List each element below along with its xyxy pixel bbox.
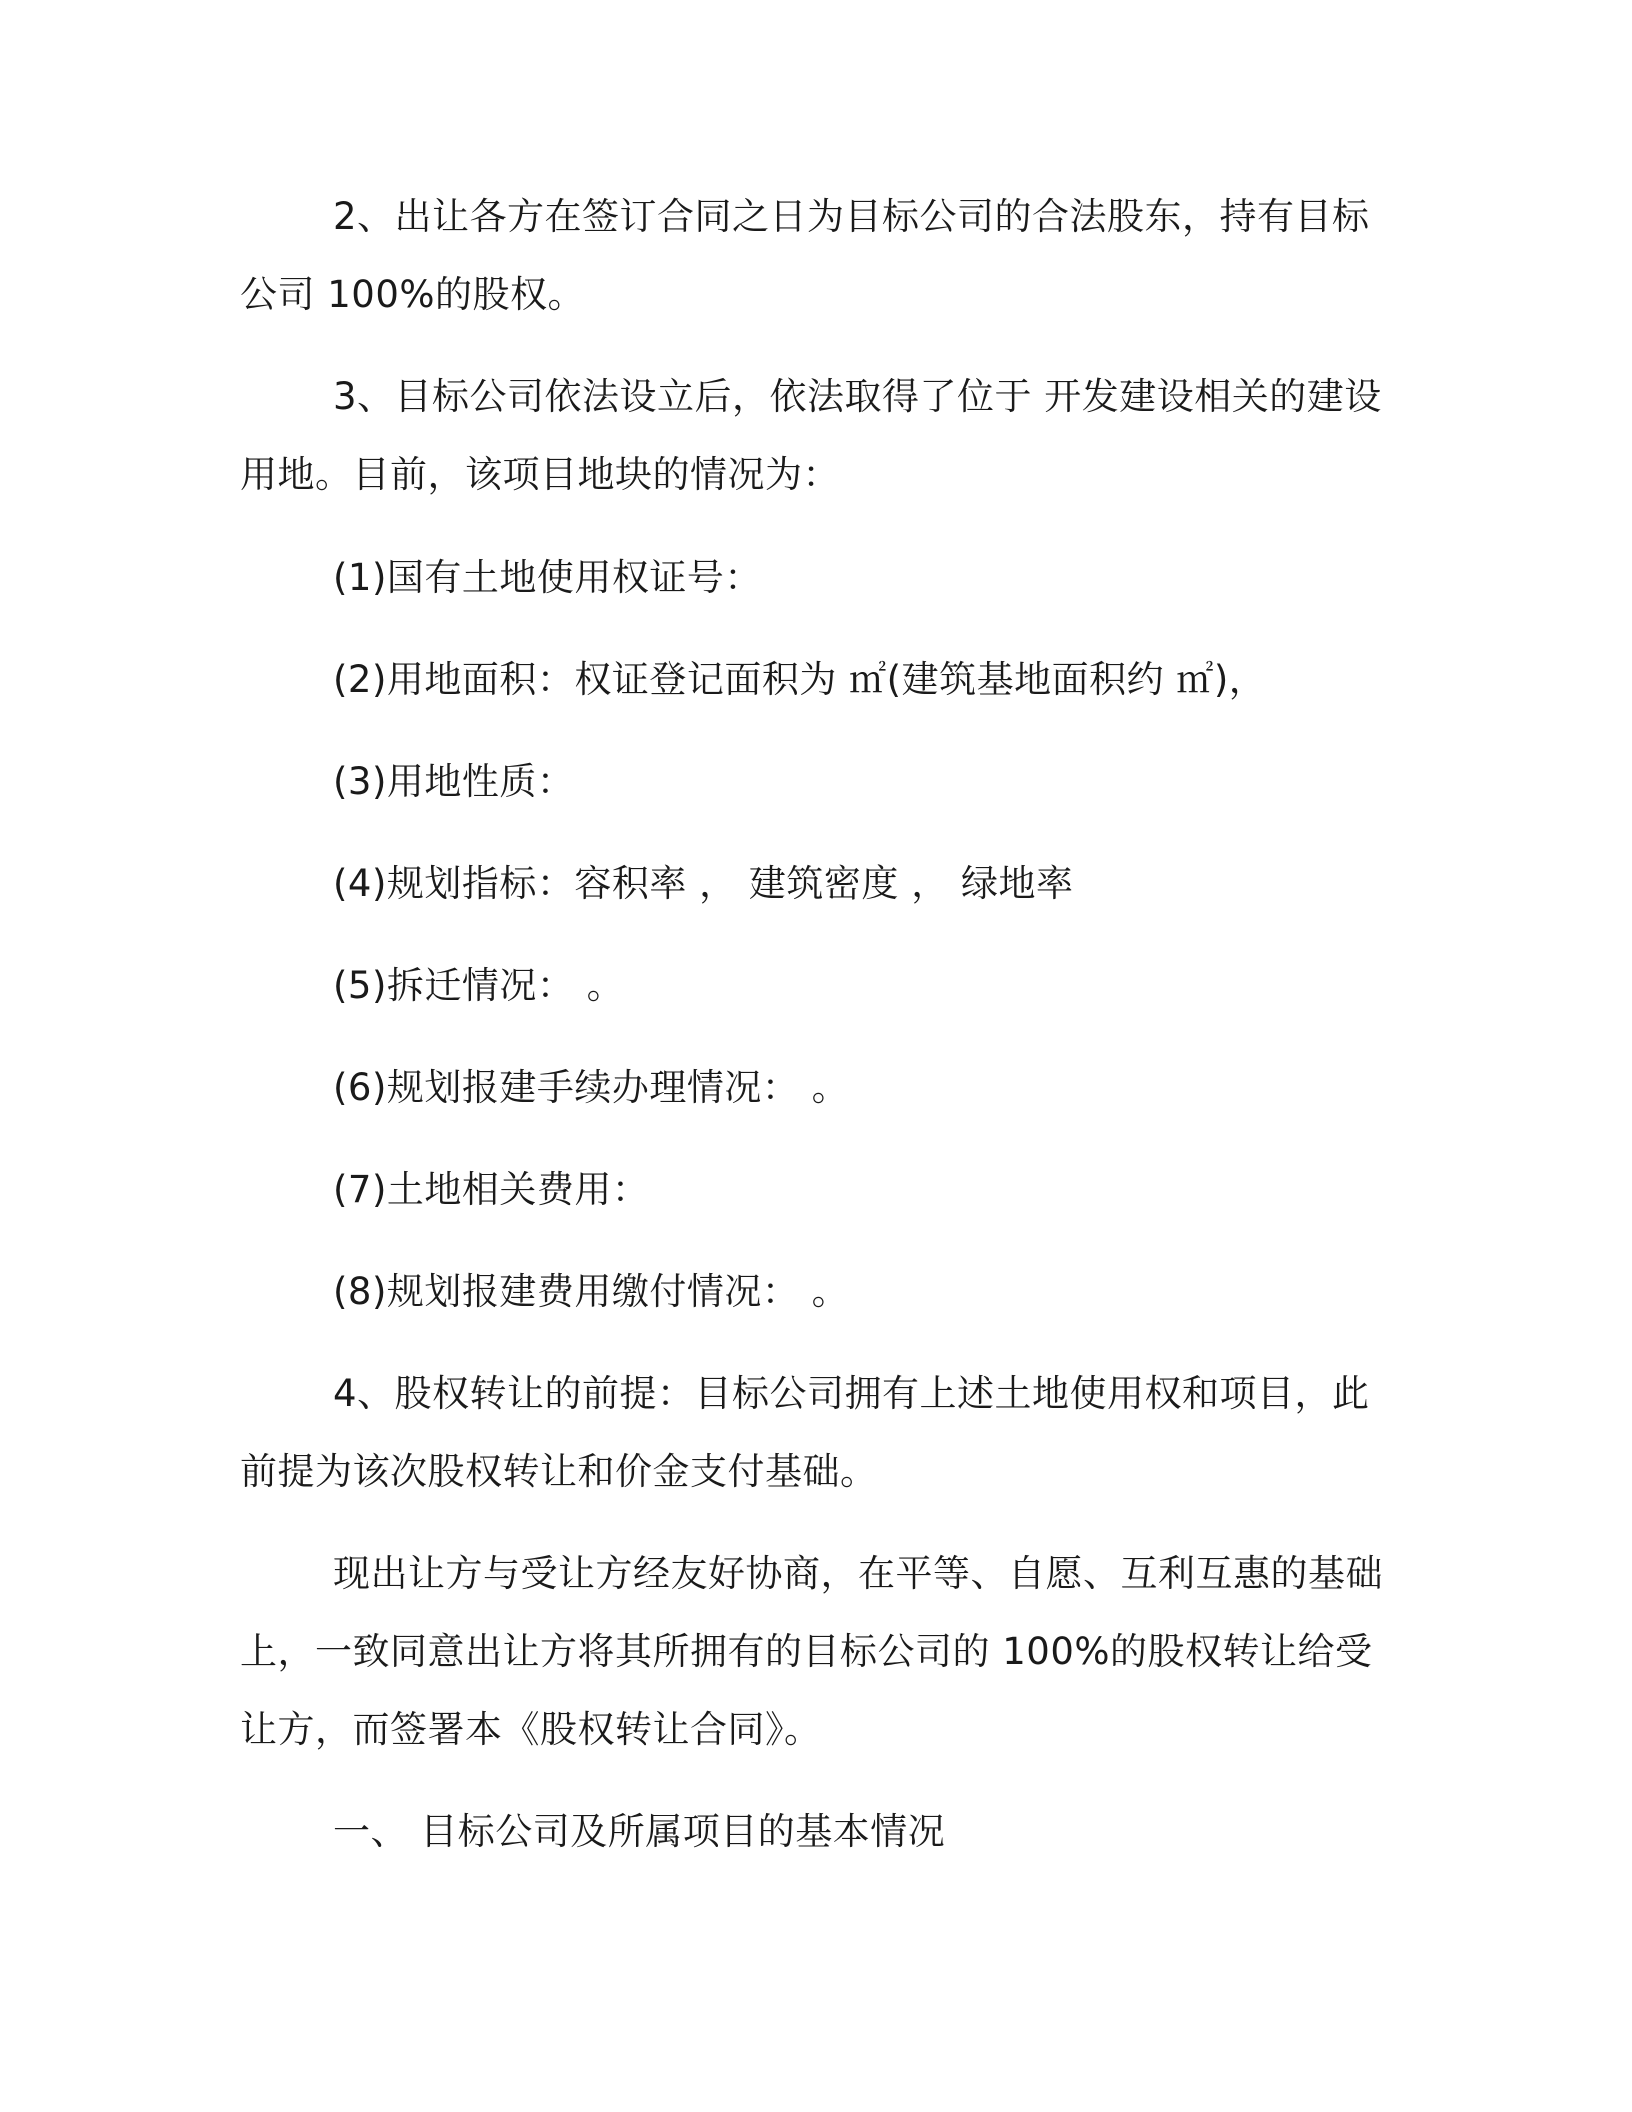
item-8-permit-fees: (8)规划报建费用缴付情况： 。 <box>333 1270 850 1313</box>
clause-2-line-2: 公司 100%的股权。 <box>240 273 586 316</box>
clause-4-line-2: 前提为该次股权转让和价金支付基础。 <box>240 1450 878 1493</box>
agreement-paragraph-line-2: 上，一致同意出让方将其所拥有的目标公司的 100%的股权转让给受 <box>240 1630 1373 1673</box>
agreement-paragraph-line-3: 让方，而签署本《股权转让合同》。 <box>240 1708 822 1751</box>
item-4-planning-indicators: (4)规划指标：容积率 ， 建筑密度 ， 绿地率 <box>333 862 1074 905</box>
clause-2-line-1: 2、出让各方在签订合同之日为目标公司的合法股东，持有目标 <box>333 195 1370 238</box>
item-5-demolition: (5)拆迁情况： 。 <box>333 964 625 1007</box>
agreement-paragraph-line-1: 现出让方与受让方经友好协商，在平等、自愿、互利互惠的基础 <box>333 1552 1383 1595</box>
item-6-permit-procedures: (6)规划报建手续办理情况： 。 <box>333 1066 850 1109</box>
item-7-land-fees: (7)土地相关费用： <box>333 1168 650 1211</box>
item-1-certificate-number: (1)国有土地使用权证号： <box>333 556 762 599</box>
item-2-land-area: (2)用地面积：权证登记面积为 ㎡(建筑基地面积约 ㎡)， <box>333 658 1267 701</box>
clause-4-line-1: 4、股权转让的前提：目标公司拥有上述土地使用权和项目，此 <box>333 1372 1370 1415</box>
clause-3-line-2: 用地。目前，该项目地块的情况为： <box>240 453 840 496</box>
clause-3-line-1: 3、目标公司依法设立后，依法取得了位于 开发建设相关的建设 <box>333 375 1382 418</box>
item-3-land-use: (3)用地性质： <box>333 760 575 803</box>
section-1-heading: 一、 目标公司及所属项目的基本情况 <box>333 1810 946 1853</box>
